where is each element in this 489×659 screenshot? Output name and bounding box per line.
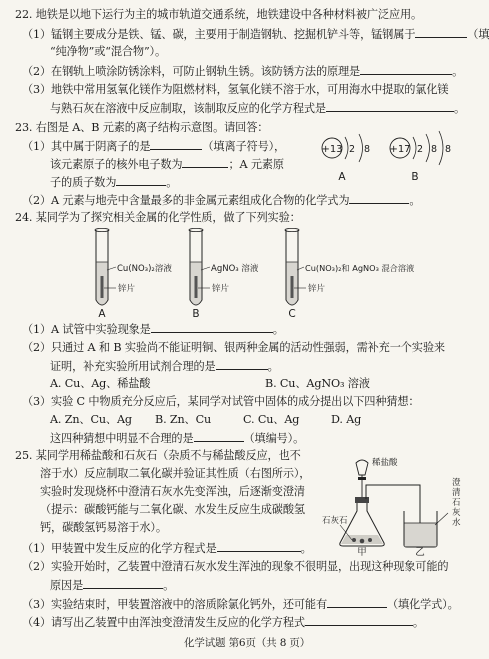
ion-a [321, 134, 370, 183]
text: （1）其中属于阴离子的是 [22, 140, 151, 153]
text: 。 [300, 542, 312, 555]
tube-c-label: C [288, 308, 296, 320]
limewater-char: 水 [452, 518, 461, 528]
ion-a-charge: +13 [321, 144, 343, 155]
answer-blank[interactable] [150, 139, 202, 150]
q23-part1-line1 [22, 139, 285, 153]
text: （3）实验结束时，甲装置溶液中的溶质除氯化钙外，还可能有 [22, 598, 327, 611]
q23-part1-line2 [50, 157, 284, 171]
q24-part3-line2 [50, 431, 304, 445]
q25-stem-line1: 25. 某同学用稀盐酸和石灰石（杂质不与稀盐酸反应，也不 [15, 449, 301, 462]
answer-blank[interactable] [151, 322, 273, 333]
tube-b-label: B [192, 308, 200, 320]
beaker-yi [404, 511, 448, 558]
q24-guess-a: A. Zn、Cu、Ag [50, 413, 132, 426]
q25-stem-line2: 溶于水）反应制取二氧化碳并验证其性质（右图所示）， [40, 467, 311, 480]
q24-part1 [22, 322, 284, 336]
answer-blank[interactable] [182, 157, 228, 168]
text: （2）在钢轨上喷涂防锈涂料，可防止钢轨生锈。该防锈方法的原理是 [22, 65, 361, 78]
answer-blank[interactable] [216, 359, 268, 370]
text: 。 [412, 616, 424, 629]
text: 。 [267, 360, 279, 373]
q24-option-b: B. Cu、AgNO₃ 溶液 [265, 377, 370, 390]
ion-a-label: A [338, 171, 346, 183]
text: 子的质子数为 [50, 176, 117, 189]
dropping-funnel [356, 457, 398, 501]
limewater-char: 清 [452, 488, 461, 498]
answer-blank[interactable] [349, 193, 409, 204]
text: 。 [166, 176, 178, 189]
tube-b [189, 228, 259, 320]
tube-b-zinc [195, 276, 198, 298]
text: （填 [467, 28, 489, 41]
q24-part2-line2 [50, 359, 279, 373]
ion-b [389, 131, 451, 183]
ion-a-e2: 8 [363, 144, 371, 155]
flask-jia [322, 503, 384, 558]
text: 。 [452, 65, 464, 78]
page-footer: 化学试题 第6页（共 8 页） [184, 637, 311, 649]
answer-blank[interactable] [305, 615, 413, 626]
text: （填离子符号）， [202, 140, 286, 153]
q22-part1-line1 [22, 27, 489, 41]
q25-part2-line2 [50, 578, 174, 592]
ion-b-shell-2 [426, 134, 430, 162]
answer-blank[interactable] [360, 64, 452, 75]
tube-a-rim [95, 228, 109, 231]
tube-c-zinc [291, 276, 294, 298]
text: （1）A 试管中实验现象是 [22, 323, 151, 336]
tube-c-rim [285, 228, 299, 231]
text: 该元素原子的核外电子数为 [50, 158, 183, 171]
q25-part3 [22, 597, 459, 611]
limewater-char: 灰 [452, 508, 461, 518]
text: （填化学式）。 [386, 598, 459, 611]
text: ；A 元素原 [228, 158, 284, 171]
ion-structure-diagram [318, 128, 468, 184]
q24-part2-line1: （2）只通过 A 和 B 实验尚不能证明铜、银两种金属的活动性强弱，需补充一个实验来 [22, 341, 445, 354]
text: （2）A 元素与地壳中含量最多的非金属元素组成化合物的化学式为 [22, 194, 350, 207]
q25-part2-line1: （2）实验开始时，乙装置中澄清石灰水发生浑浊的现象不很明显，出现这种现象可能的 [22, 560, 449, 573]
tube-b-solution-label: AgNO₃ 溶液 [211, 264, 259, 274]
answer-blank[interactable] [116, 175, 166, 186]
answer-blank[interactable] [327, 597, 387, 608]
text: 。 [409, 194, 421, 207]
q24-guess-d: D. Ag [331, 413, 362, 426]
ion-a-e1: 2 [348, 144, 356, 155]
q22-part3-line1: （3）地铁中常用氢氧化镁作为阻燃材料，氢氧化镁不溶于水，可用海水中提取的氯化镁 [22, 83, 449, 96]
ion-b-e3: 8 [444, 144, 452, 155]
text: 与熟石灰在溶液中反应制取，该制取反应的化学方程式是 [50, 102, 326, 115]
answer-blank[interactable] [326, 101, 454, 112]
jia-label: 甲 [357, 547, 367, 558]
text: （1）甲装置中发生反应的化学方程式是 [22, 542, 217, 555]
ion-b-e1: 2 [416, 144, 424, 155]
q25-part4 [22, 615, 424, 629]
tube-a-metal-label: 锌片 [118, 284, 136, 294]
q23-part1-line3 [50, 175, 177, 189]
answer-blank[interactable] [83, 578, 163, 589]
q24-part3: （3）实验 C 中物质充分反应后，某同学对试管中固体的成分提出以下四种猜想： [22, 395, 420, 408]
ion-b-e2: 8 [430, 144, 438, 155]
ion-a-shell-1 [345, 137, 348, 159]
q24-guess-c: C. Cu、Ag [243, 413, 300, 426]
ion-b-label: B [411, 171, 419, 183]
limewater-label [452, 477, 461, 528]
stopper [355, 497, 369, 503]
text: （4）请写出乙装置中由浑浊变澄清发生反应的化学方程式 [22, 616, 305, 629]
q22-part2 [22, 64, 463, 78]
tube-c-metal-label: 锌片 [308, 284, 326, 294]
yi-label: 乙 [415, 547, 425, 558]
ion-a-shell-2 [359, 134, 363, 162]
answer-blank[interactable] [217, 541, 301, 552]
text: 证明，补充实验所用试剂合理的是 [50, 360, 216, 373]
q25-part1 [22, 541, 312, 555]
limewater-char: 澄 [452, 478, 461, 488]
tube-a-solution-label: Cu(NO₃)₂溶液 [117, 264, 172, 274]
tube-b-metal-label: 锌片 [212, 284, 230, 294]
text: 。 [163, 579, 175, 592]
tube-c [285, 228, 414, 320]
text: （填编号）。 [243, 432, 305, 445]
test-tube-diagram [80, 226, 420, 318]
ion-b-shell-3 [439, 131, 443, 165]
limewater-char: 石 [452, 498, 461, 508]
text: （1）锰钢主要成分是铁、锰、碳，主要用于制造钢轨、挖掘机铲斗等，锰钢属于 [22, 28, 416, 41]
q22-part3-line2 [50, 101, 465, 115]
q22-stem: 22. 地铁是以地下运行为主的城市轨道交通系统，地铁建设中各种材料被广泛应用。 [15, 8, 423, 21]
co2-apparatus-diagram [322, 455, 474, 558]
q25-stem-line4: （提示：碳酸钙能与二氧化碳、水发生反应生成碳酸氢 [40, 503, 305, 516]
q24-guess-b: B. Zn、Cu [155, 413, 212, 426]
q24-stem: 24. 某同学为了探究相关金属的化学性质，做了下列实验： [15, 211, 301, 224]
text: 原因是 [50, 579, 84, 592]
answer-blank[interactable] [194, 431, 244, 442]
tube-b-rim [189, 228, 203, 231]
tube-a [95, 228, 172, 320]
q23-part2 [22, 193, 420, 207]
ion-b-shell-1 [413, 137, 416, 159]
text: 。 [453, 102, 465, 115]
acid-label: 稀盐酸 [372, 458, 398, 468]
q25-stem-line3: 实验时发现烧杯中澄清石灰水先变浑浊，后逐渐变澄清 [40, 485, 305, 498]
tube-a-zinc [101, 276, 104, 298]
tube-c-solution-label: Cu(NO₃)₂和 AgNO₃ 混合溶液 [305, 263, 415, 273]
ion-b-charge: +17 [389, 144, 411, 155]
text: 。 [272, 323, 284, 336]
q24-option-a: A. Cu、Ag、稀盐酸 [50, 377, 151, 390]
tube-a-label: A [98, 308, 106, 320]
answer-blank[interactable] [415, 27, 467, 38]
q23-stem: 23. 右图是 A、B 元素的离子结构示意图。请回答： [15, 121, 269, 134]
text: 这四种猜想中明显不合理的是 [50, 432, 194, 445]
limestone-label: 石灰石 [322, 516, 348, 526]
q25-stem-line5: 钙，碳酸氢钙易溶于水）。 [40, 521, 167, 534]
q22-part1-line2: “纯净物”或“混合物”）。 [50, 45, 167, 58]
